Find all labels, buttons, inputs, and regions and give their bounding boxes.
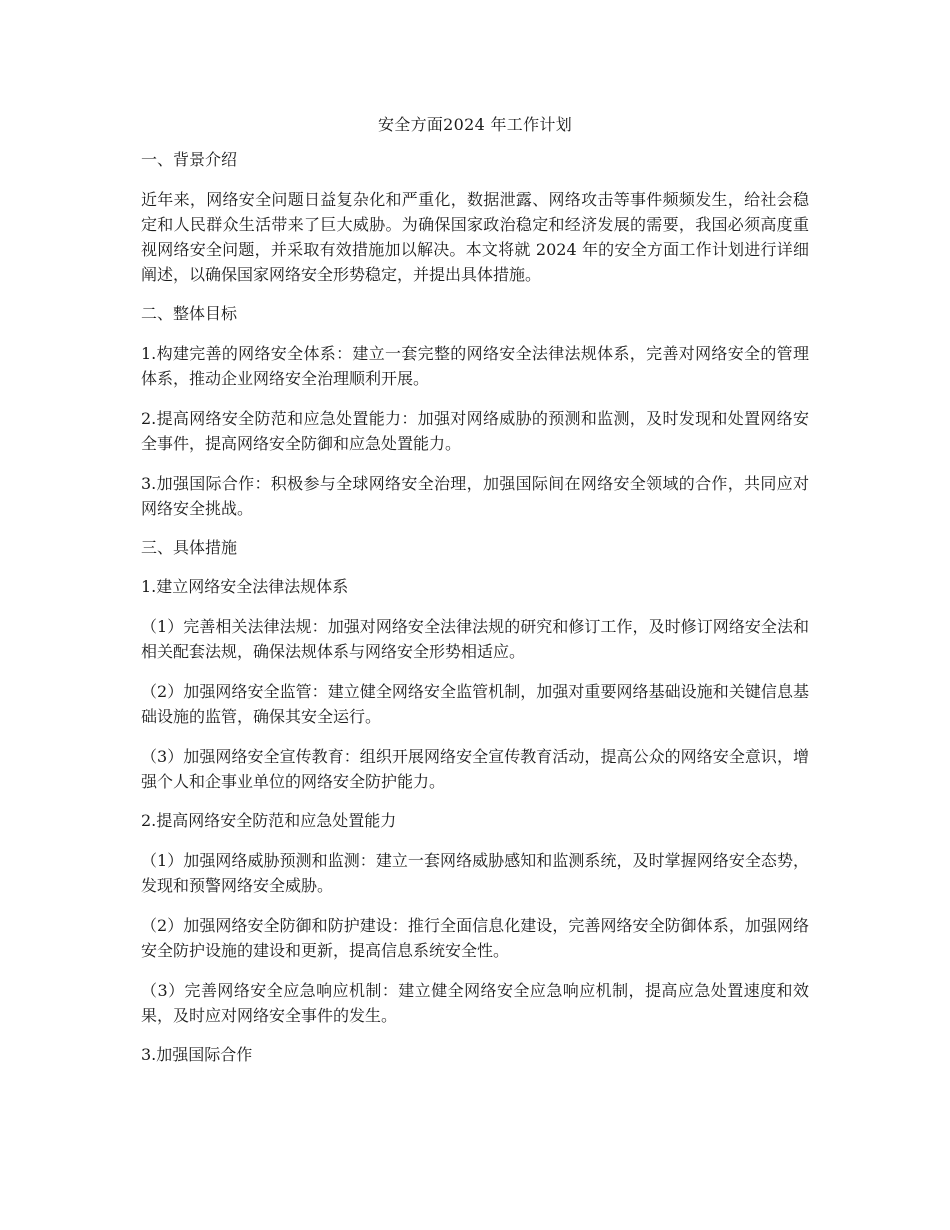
subheading-defense-response: 2.提高网络安全防范和应急处置能力: [141, 811, 397, 830]
paragraph-goal-2: 2.提高网络安全防范和应急处置能力：加强对网络威胁的预测和监测，及时发现和处置网络安全事件，提高网络安全防御和应急处置能力。: [141, 409, 809, 453]
section-heading-background: 一、背景介绍: [141, 150, 238, 169]
paragraph-measure-1-1: （1）完善相关法律法规：加强对网络安全法律法规的研究和修订工作，及时修订网络安全法和相关配套法规，确保法规体系与网络安全形势相适应。: [141, 617, 809, 661]
paragraph-goal-3: 3.加强国际合作：积极参与全球网络安全治理，加强国际间在网络安全领域的合作，共同应对网络安全挑战。: [141, 474, 809, 518]
section-heading-measures: 三、具体措施: [141, 538, 238, 557]
document-body: [141, 113, 809, 1082]
subheading-legal-system: 1.建立网络安全法律法规体系: [141, 577, 349, 596]
subheading-international-cooperation: 3.加强国际合作: [141, 1045, 253, 1064]
paragraph-measure-2-1: （1）加强网络威胁预测和监测：建立一套网络威胁感知和监测系统，及时掌握网络安全态势，发现和预警网络安全威胁。: [141, 851, 809, 895]
paragraph-goal-1: 1.构建完善的网络安全体系：建立一套完整的网络安全法律法规体系，完善对网络安全的管理体系，推动企业网络安全治理顺利开展。: [141, 344, 809, 388]
document-title: 安全方面2024 年工作计划: [377, 115, 572, 134]
paragraph-measure-1-2: （2）加强网络安全监管：建立健全网络安全监管机制，加强对重要网络基础设施和关键信息基础设施的监管，确保其安全运行。: [141, 682, 809, 726]
paragraph-background: 近年来，网络安全问题日益复杂化和严重化，数据泄露、网络攻击等事件频频发生，给社会稳定和人民群众生活带来了巨大威胁。为确保国家政治稳定和经济发展的需要，我国必须高度重视网络安全问题，并采取有效措施加以解决。本文将就 2024 年的安全方面工作计划进行详细阐述，以确保国家网络安全形势稳定，并提出具体措施。: [141, 190, 809, 284]
paragraph-measure-2-2: （2）加强网络安全防御和防护建设：推行全面信息化建设，完善网络安全防御体系，加强网络安全防护设施的建设和更新，提高信息系统安全性。: [141, 916, 809, 960]
paragraph-measure-2-3: （3）完善网络安全应急响应机制：建立健全网络安全应急响应机制，提高应急处置速度和效果，及时应对网络安全事件的发生。: [141, 981, 809, 1025]
paragraph-measure-1-3: （3）加强网络安全宣传教育：组织开展网络安全宣传教育活动，提高公众的网络安全意识，增强个人和企事业单位的网络安全防护能力。: [141, 747, 809, 791]
section-heading-goals: 二、整体目标: [141, 304, 238, 323]
